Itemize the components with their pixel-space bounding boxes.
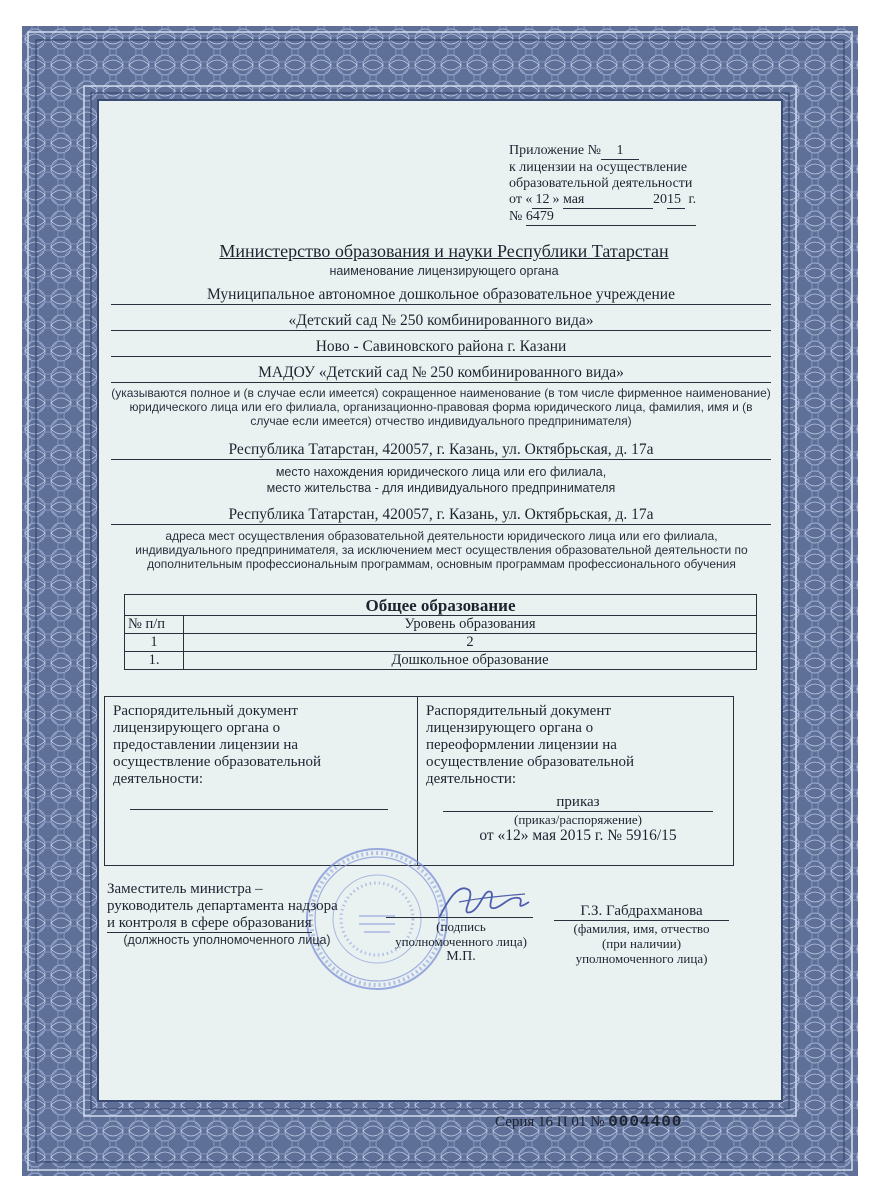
location-value: Республика Татарстан, 420057, г. Казань, ул. Октябрьская, д. 17а <box>111 441 771 460</box>
doc-left-title: Распорядительный документ лицензирующего органа о предоставлении лицензии на осуществление образовательной деятельности: <box>113 703 321 787</box>
seal-label: М.П. <box>446 949 476 964</box>
doc-right-title: Распорядительный документ лицензирующего органа о переоформлении лицензии на осуществление образовательной деятельности: <box>426 703 634 787</box>
header-num: № п/п <box>125 616 184 634</box>
signatory-position: Заместитель министра – руководитель департамента надзора и контроля в сфере образования (должность уполномоченного лица) <box>107 881 377 948</box>
doc-right-cell <box>418 697 734 865</box>
appendix-date: от « 12 » мая 2015 г. <box>509 192 697 207</box>
document-field <box>97 99 783 1131</box>
authority-name: Министерство образования и науки Республики Татарстан <box>219 241 669 261</box>
position-caption: (должность уполномоченного лица) <box>123 933 331 947</box>
education-levels-table <box>124 615 757 670</box>
signatory-name-block: Г.З. Габдрахманова (фамилия, имя, отчество (при наличии) уполномоченного лица) <box>554 903 729 966</box>
activity-address-caption: адреса мест осуществления образовательной деятельности юридического лица или его филиала, индивидуального предпринимателя, за исключением мест осуществления образовательной деятельности по дополнительным профессиональным программам, основным программам профессионального обучения <box>135 529 748 571</box>
doc-right-type-caption: (приказ/распоряжение) <box>514 812 642 827</box>
series-number: 0004400 <box>608 1113 683 1131</box>
doc-right-date: от «12» мая 2015 г. № 5916/15 <box>479 827 677 844</box>
appendix-title: Приложение № 1 <box>509 143 724 160</box>
org-name-line2: «Детский сад № 250 комбинированного вида» <box>111 312 771 331</box>
appendix-number: 1 <box>601 143 639 160</box>
org-short-name: МАДОУ «Детский сад № 250 комбинированного вида» <box>111 364 771 383</box>
doc-left-cell <box>105 697 418 865</box>
location-caption-1: место нахождения юридического лица или его филиала, <box>275 465 607 479</box>
signatory-name: Г.З. Габдрахманова <box>554 903 729 921</box>
appendix-block <box>509 143 724 226</box>
doc-right-type: приказ <box>443 794 713 812</box>
activity-address-value: Республика Татарстан, 420057, г. Казань, ул. Октябрьская, д. 17а <box>111 506 771 525</box>
appendix-line2: к лицензии на осуществление <box>509 160 688 175</box>
appendix-line3: образовательной деятельности <box>509 176 693 191</box>
signature-caption: (подпись уполномоченного лица) М.П. <box>381 919 541 964</box>
education-table-title: Общее образование <box>124 594 757 615</box>
doc-left-blank <box>130 807 388 810</box>
education-table <box>124 594 757 670</box>
header-level: Уровень образования <box>184 616 757 634</box>
appendix-license-number: № 6479 <box>509 209 724 226</box>
documents-block <box>104 696 734 866</box>
authority-caption: наименование лицензирующего органа <box>329 264 559 278</box>
series-label: Серия <box>495 1114 535 1130</box>
table-row: 1. Дошкольное образование <box>125 652 757 670</box>
series-num-label: № <box>590 1114 605 1130</box>
series-value: 16 П 01 <box>538 1114 587 1130</box>
org-name-line3: Ново - Савиновского района г. Казани <box>111 338 771 357</box>
license-blank <box>22 26 858 1176</box>
location-caption-2: место жительства - для индивидуального предпринимателя <box>266 481 616 495</box>
table-header-row <box>125 616 757 634</box>
series-block <box>495 1113 735 1131</box>
table-index-row: 1 2 <box>125 634 757 652</box>
org-name-line1: Муниципальное автономное дошкольное образовательное учреждение <box>111 286 771 305</box>
org-caption: (указываются полное и (в случае если имеется) сокращенное наименование (в том числе фирменное наименование) юридического лица или его филиала, организационно-правовая форма юридического лица, фамилия, имя и (в случае если имеется) отчество индивидуального предпринимателя) <box>111 386 771 428</box>
